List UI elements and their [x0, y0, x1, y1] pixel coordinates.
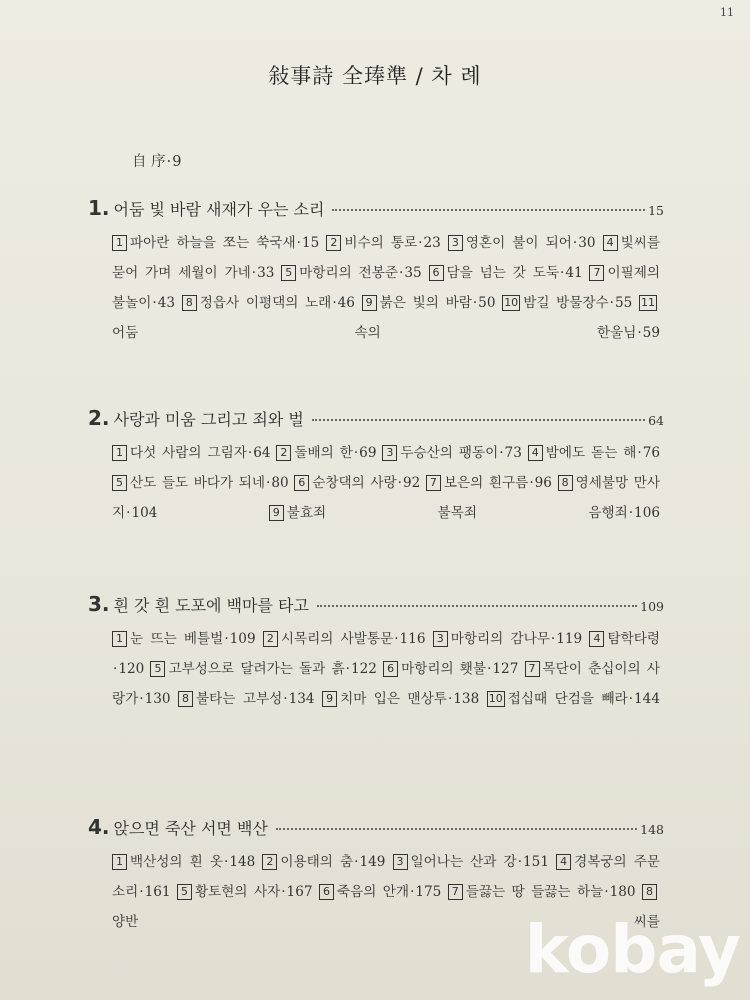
entry-number-box: 8: [182, 295, 197, 311]
toc-entry: [487, 691, 660, 707]
entry-title: 보은의 흰구름: [443, 475, 529, 491]
entry-title: 불효죄 불목죄 음행죄: [286, 505, 628, 521]
section-heading: [88, 592, 664, 622]
entry-number-box: 9: [269, 505, 284, 521]
entry-number-box: 7: [589, 265, 604, 281]
entry-title: 영혼이 불이 되어: [465, 235, 572, 251]
toc-entry: [178, 691, 315, 707]
entry-title: 영세불망 만사지: [112, 475, 660, 521]
entry-dot: ·: [559, 265, 565, 281]
entry-page: 15: [301, 235, 320, 251]
entry-title: 이용태의 춤: [280, 854, 354, 870]
entry-page: 130: [144, 691, 171, 707]
toc-entry: [281, 265, 421, 281]
entry-page: 80: [271, 475, 289, 491]
entry-page: 92: [403, 475, 421, 491]
dot-leader: [276, 828, 637, 830]
entry-dot: ·: [394, 631, 399, 647]
entry-page: 134: [288, 691, 315, 707]
toc-entry: [177, 884, 313, 900]
section-heading: [88, 406, 664, 436]
toc-entry: [262, 854, 385, 870]
toc-entry: [448, 884, 636, 900]
entry-number-box: 7: [448, 884, 463, 900]
entry-number-box: 5: [281, 265, 296, 281]
entry-title: 돌배의 한: [294, 445, 353, 461]
toc-entry: [112, 475, 289, 491]
entry-page: 149: [359, 854, 386, 870]
entry-title: 경복궁의 주문 소리: [112, 854, 660, 900]
entry-dot: ·: [487, 661, 492, 677]
section-page: 64: [648, 413, 664, 428]
entry-title: 산도 들도 바다가 되네: [130, 475, 266, 491]
section-entries: [112, 438, 660, 528]
entry-dot: ·: [345, 661, 350, 677]
entry-title: 접십때 단검을 빼라: [507, 691, 628, 707]
entry-dot: ·: [139, 691, 144, 707]
section-heading: [88, 196, 664, 226]
entry-title: 담을 넘는 갓 도둑: [446, 265, 559, 281]
section-title: 흰 갓 흰 도포에 백마를 타고: [113, 596, 309, 615]
entry-page: 180: [609, 884, 636, 900]
section-page: 109: [640, 599, 664, 614]
entry-title: 빛씨를 묻어 가며 세월이 가네: [112, 235, 661, 281]
toc-entry: [112, 445, 271, 461]
entry-number-box: 3: [382, 445, 397, 461]
entry-number-box: 2: [263, 631, 278, 647]
entry-dot: ·: [296, 235, 301, 251]
entry-number-box: 11: [641, 296, 656, 309]
entry-number-box: 9: [362, 295, 377, 311]
entry-title: 두승산의 팽동이: [400, 445, 499, 461]
entry-number-box: 7: [426, 475, 441, 491]
toc-entry: [263, 631, 426, 647]
entry-number-box: 8: [558, 475, 573, 491]
entry-number-box: 5: [150, 661, 165, 677]
entry-page: 59: [642, 325, 660, 341]
entry-number-box: 4: [556, 854, 571, 870]
entry-dot: ·: [604, 884, 609, 900]
section-number: 1.: [88, 196, 110, 220]
entry-page: 175: [415, 884, 442, 900]
toc-entry: [502, 295, 632, 311]
entry-dot: ·: [139, 884, 144, 900]
entry-page: 35: [404, 265, 422, 281]
entry-dot: ·: [247, 445, 253, 461]
entry-page: 151: [523, 854, 549, 870]
entry-title: 다섯 사람의 그림자: [130, 445, 247, 461]
entry-page: 161: [144, 884, 171, 900]
section-title: 어둠 빛 바람 새재가 우는 소리: [113, 200, 325, 219]
entry-dot: ·: [266, 475, 271, 491]
toc-entry: [112, 631, 256, 647]
toc-entry: [319, 884, 441, 900]
entry-dot: ·: [353, 445, 359, 461]
entry-title: 눈 뜨는 베틀벌: [130, 631, 224, 647]
entry-number-box: 2: [276, 445, 291, 461]
entry-dot: ·: [637, 445, 642, 461]
entry-page: 106: [634, 505, 660, 521]
entry-dot: ·: [472, 295, 478, 311]
entry-page: 116: [399, 631, 426, 647]
entry-number-box: 6: [294, 475, 309, 491]
entry-dot: ·: [447, 691, 453, 707]
entry-number-box: 1: [112, 631, 127, 647]
section-page: 15: [648, 203, 664, 218]
section-number: 3.: [88, 592, 110, 616]
watermark-logo: kobay: [524, 911, 740, 988]
entry-title: 황토현의 사자: [194, 884, 281, 900]
entry-title: 마항리의 횃불: [401, 661, 487, 677]
entry-dot: ·: [354, 854, 359, 870]
toc-entry: [426, 475, 552, 491]
toc-entry: [528, 445, 660, 461]
entry-title: 비수의 통로: [344, 235, 418, 251]
entry-dot: ·: [517, 854, 523, 870]
entry-page: 46: [337, 295, 355, 311]
toc-entry: [112, 235, 319, 251]
toc-entry: [433, 631, 582, 647]
entry-title: 탐학타령: [607, 631, 660, 647]
toc-entry: [322, 691, 479, 707]
entry-number-box: 6: [319, 884, 334, 900]
entry-number-box: 4: [589, 631, 604, 647]
entry-title: 정읍사 이평댁의 노래: [199, 295, 332, 311]
preface-entry: 自 序·9: [132, 154, 182, 170]
entry-number-box: 8: [178, 691, 193, 707]
entry-dot: ·: [152, 295, 157, 311]
entry-title: 시목리의 사발통문: [280, 631, 394, 647]
toc-entry: [362, 295, 496, 311]
toc-entry: [326, 235, 440, 251]
entry-number-box: 3: [393, 854, 408, 870]
entry-number-box: 10: [488, 692, 503, 705]
entry-title: 밤길 방물장수: [523, 295, 609, 311]
entry-dot: ·: [628, 505, 634, 521]
entry-page: 55: [615, 295, 633, 311]
entry-page: 43: [157, 295, 176, 311]
dot-leader: [332, 209, 645, 211]
entry-page: 96: [534, 475, 552, 491]
entry-page: 167: [286, 884, 313, 900]
entry-title: 붉은 빛의 바람: [379, 295, 472, 311]
entry-page: 109: [229, 631, 256, 647]
entry-page: 33: [257, 265, 275, 281]
entry-dot: ·: [251, 265, 257, 281]
entry-title: 고부성으로 달려가는 돌과 흙: [168, 661, 345, 677]
entry-title: 죽음의 안개: [336, 884, 410, 900]
entry-number-box: 1: [112, 445, 127, 461]
toc-entry: [383, 661, 518, 677]
entry-page: 127: [492, 661, 519, 677]
entry-number-box: 8: [642, 884, 657, 900]
entry-page: 64: [253, 445, 271, 461]
entry-dot: ·: [418, 235, 423, 251]
dot-leader: [312, 419, 645, 421]
toc-entry: [112, 854, 255, 870]
entry-page: 138: [453, 691, 480, 707]
entry-number-box: 3: [433, 631, 448, 647]
entry-title: 백산성의 흰 옷: [130, 854, 223, 870]
entry-number-box: 1: [112, 235, 127, 251]
entry-title: 이필제의 불놀이: [112, 265, 661, 311]
section-number: 4.: [88, 815, 110, 839]
entry-page: 41: [565, 265, 583, 281]
entry-page: 76: [642, 445, 660, 461]
entry-dot: ·: [410, 884, 415, 900]
section-page: 148: [640, 822, 664, 837]
entry-title: 치마 입은 맨상투: [340, 691, 447, 707]
entry-dot: ·: [550, 631, 556, 647]
entry-number-box: 1: [112, 854, 127, 870]
entry-dot: ·: [628, 691, 634, 707]
toc-entry: [269, 505, 660, 521]
entry-page: 119: [556, 631, 583, 647]
entry-dot: ·: [609, 295, 614, 311]
entry-dot: ·: [399, 265, 404, 281]
toc-entry: [448, 235, 596, 251]
toc-entry: [382, 445, 521, 461]
section-title: 사랑과 미움 그리고 죄와 벌: [113, 410, 304, 429]
entry-page: 122: [350, 661, 377, 677]
entry-dot: ·: [499, 445, 504, 461]
entry-number-box: 2: [326, 235, 341, 251]
entry-number-box: 7: [525, 661, 540, 677]
entry-page: 120: [118, 661, 145, 677]
entry-title: 밤에도 돋는 해: [545, 445, 637, 461]
entry-page: 50: [478, 295, 496, 311]
entry-number-box: 10: [504, 296, 519, 309]
entry-dot: ·: [113, 661, 118, 677]
page-number: 11: [720, 6, 734, 19]
entry-dot: ·: [281, 884, 286, 900]
toc-entry: [429, 265, 583, 281]
entry-number-box: 5: [177, 884, 192, 900]
entry-page: 30: [578, 235, 596, 251]
entry-page: 144: [634, 691, 660, 707]
entry-title: 파아란 하늘을 쪼는 쑥국새: [130, 235, 296, 251]
entry-dot: ·: [283, 691, 288, 707]
entry-page: 69: [359, 445, 377, 461]
section-number: 2.: [88, 406, 110, 430]
entry-title: 양반 씨를: [112, 914, 660, 930]
entry-number-box: 2: [262, 854, 277, 870]
entry-dot: ·: [529, 475, 534, 491]
entry-number-box: 3: [448, 235, 463, 251]
entry-title: 순창댁의 사랑: [312, 475, 397, 491]
entry-number-box: 4: [528, 445, 543, 461]
section-title: 앉으면 죽산 서면 백산: [113, 819, 268, 838]
entry-title: 목단이 춘십이의 사랑가: [112, 661, 660, 707]
entry-dot: ·: [637, 325, 642, 341]
toc-entry: [294, 475, 420, 491]
entry-page: 73: [504, 445, 522, 461]
entry-page: 104: [131, 505, 158, 521]
entry-dot: ·: [224, 854, 229, 870]
dot-leader: [317, 605, 637, 607]
page-title: 敍事詩 全琫準 / 차 례: [268, 64, 482, 88]
section-heading: [88, 815, 664, 845]
section-entries: [112, 228, 660, 348]
preface-label: 自 序: [132, 154, 166, 170]
entry-number-box: 6: [383, 661, 398, 677]
entry-title: 들끓는 땅 들끓는 하늘: [465, 884, 604, 900]
entry-title: 마항리의 감나무: [450, 631, 550, 647]
toc-entry: [182, 295, 355, 311]
entry-dot: ·: [126, 505, 131, 521]
toc-entry: [393, 854, 549, 870]
entry-page: 23: [423, 235, 441, 251]
preface-page: 9: [172, 154, 182, 170]
entry-page: 148: [229, 854, 256, 870]
entry-title: 마항리의 전봉준: [299, 265, 399, 281]
entry-number-box: 4: [603, 235, 618, 251]
entry-dot: ·: [397, 475, 402, 491]
entry-dot: ·: [224, 631, 229, 647]
entry-number-box: 5: [112, 475, 127, 491]
section-entries: [112, 624, 660, 714]
entry-dot: ·: [572, 235, 578, 251]
entry-title: 어둠 속의 한울님: [112, 325, 637, 341]
entry-number-box: 9: [322, 691, 337, 707]
toc-entry: [276, 445, 376, 461]
toc-entry: [150, 661, 376, 677]
entry-title: 일어나는 산과 강: [410, 854, 517, 870]
entry-title: 불타는 고부성: [196, 691, 283, 707]
entry-dot: ·: [332, 295, 337, 311]
entry-number-box: 6: [429, 265, 444, 281]
